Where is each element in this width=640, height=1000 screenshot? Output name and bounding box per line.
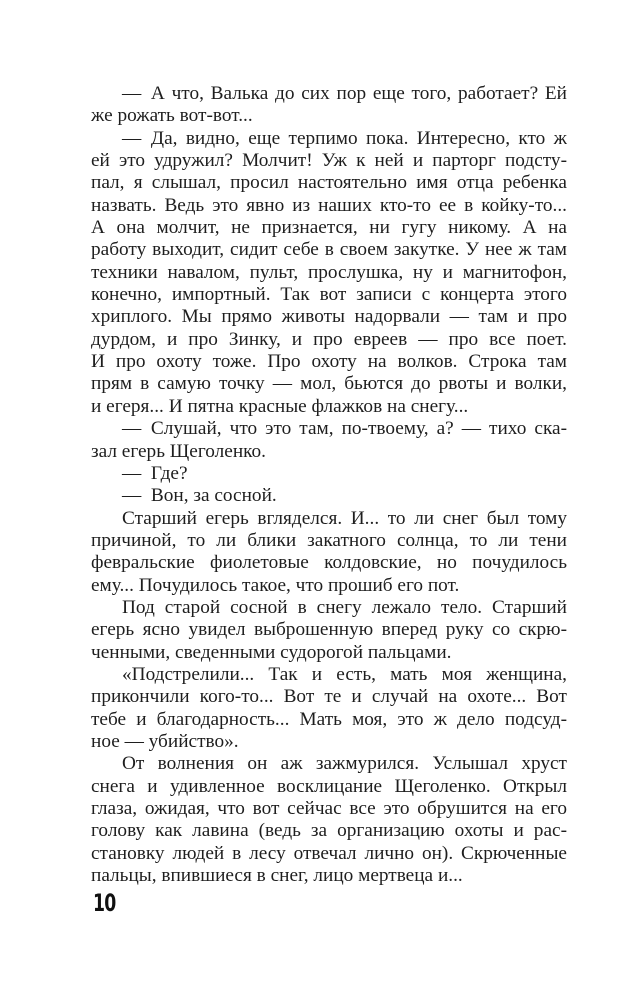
text-line: назвать. Ведь это явно из наших кто-то ее в койку-то... — [91, 194, 567, 216]
text-line: ченными, сведенными судорогой пальцами. — [91, 641, 452, 663]
text-line: зал егерь Щеголенко. — [91, 440, 266, 462]
text-line: ей это удружил? Молчит! Уж к ней и парторг подсту- — [91, 150, 567, 172]
text-line: же рожать вот-вот... — [91, 105, 253, 127]
text-line: От волнения он аж зажмурился. Услышал хруст — [122, 753, 567, 775]
text-line: и егеря... И пятна красные флажков на снегу... — [91, 395, 469, 417]
text-line: техники навалом, пульт, прослушка, ну и магнитофон, — [91, 261, 567, 283]
text-line: — А что, Валька до сих пор еще того, работает? Ей — [122, 83, 567, 104]
text-line: — Да, видно, еще терпимо пока. Интересно, кто ж — [122, 127, 567, 149]
text-line: — Где? — [122, 462, 188, 484]
text-line: прям в самую точку — мол, бьются до рвоты и волки, — [91, 373, 567, 395]
text-line: причиной, то ли блики закатного солнца, то ли тени — [91, 529, 567, 551]
text-line: тебе и благодарность... Мать моя, это ж дело подсуд- — [91, 708, 567, 730]
text-line: работу выходит, сидит себе в своем закутке. У нее ж там — [91, 239, 567, 261]
text-line: И про охоту тоже. Про охоту на волков. Строка там — [91, 351, 567, 373]
text-line: глаза, ожидая, что вот сейчас все это обрушится на его — [91, 798, 567, 819]
text-line: Старший егерь вгляделся. И... то ли снег был тому — [122, 507, 567, 529]
text-line: — Вон, за сосной. — [122, 485, 277, 507]
text-line: Под старой сосной в снегу лежало тело. Старший — [122, 596, 567, 618]
page-number: 10 — [93, 889, 116, 917]
text-line: становку людей в лесу отвечал лично он). Скрюченные — [91, 842, 567, 864]
text-line: снега и удивленное восклицание Щеголенко. Открыл — [91, 775, 567, 797]
text-line: дурдом, и про Зинку, и про евреев — про все поет. — [91, 328, 567, 350]
text-line: пальцы, впившиеся в снег, лицо мертвеца и... — [91, 865, 463, 887]
text-line: хриплого. Мы прямо животы надорвали — там и про — [91, 306, 567, 328]
text-line: конечно, импортный. Так вот записи с концерта этого — [91, 284, 567, 306]
text-line: егерь ясно увидел выброшенную вперед руку со скрю- — [91, 619, 567, 641]
text-line: — Слушай, что это там, по-твоему, а? — тихо ска- — [122, 418, 567, 440]
text-line: прикончили кого-то... Вот те и случай на охоте... Вот — [91, 686, 567, 708]
text-line: ему... Почудилось такое, что прошиб его пот. — [91, 574, 460, 596]
text-line: пал, я слышал, просил настоятельно имя отца ребенка — [91, 172, 567, 194]
text-line: «Подстрелили... Так и есть, мать моя женщина, — [122, 663, 567, 685]
text-line: ное — убийство». — [91, 730, 239, 752]
text-line: А она молчит, не признается, ни гугу никому. А на — [91, 217, 567, 239]
page-text — [91, 83, 567, 887]
text-line: февральские фиолетовые колдовские, но почудилось — [91, 552, 567, 574]
text-line: голову как лавина (ведь за организацию охоты и рас- — [91, 820, 567, 842]
